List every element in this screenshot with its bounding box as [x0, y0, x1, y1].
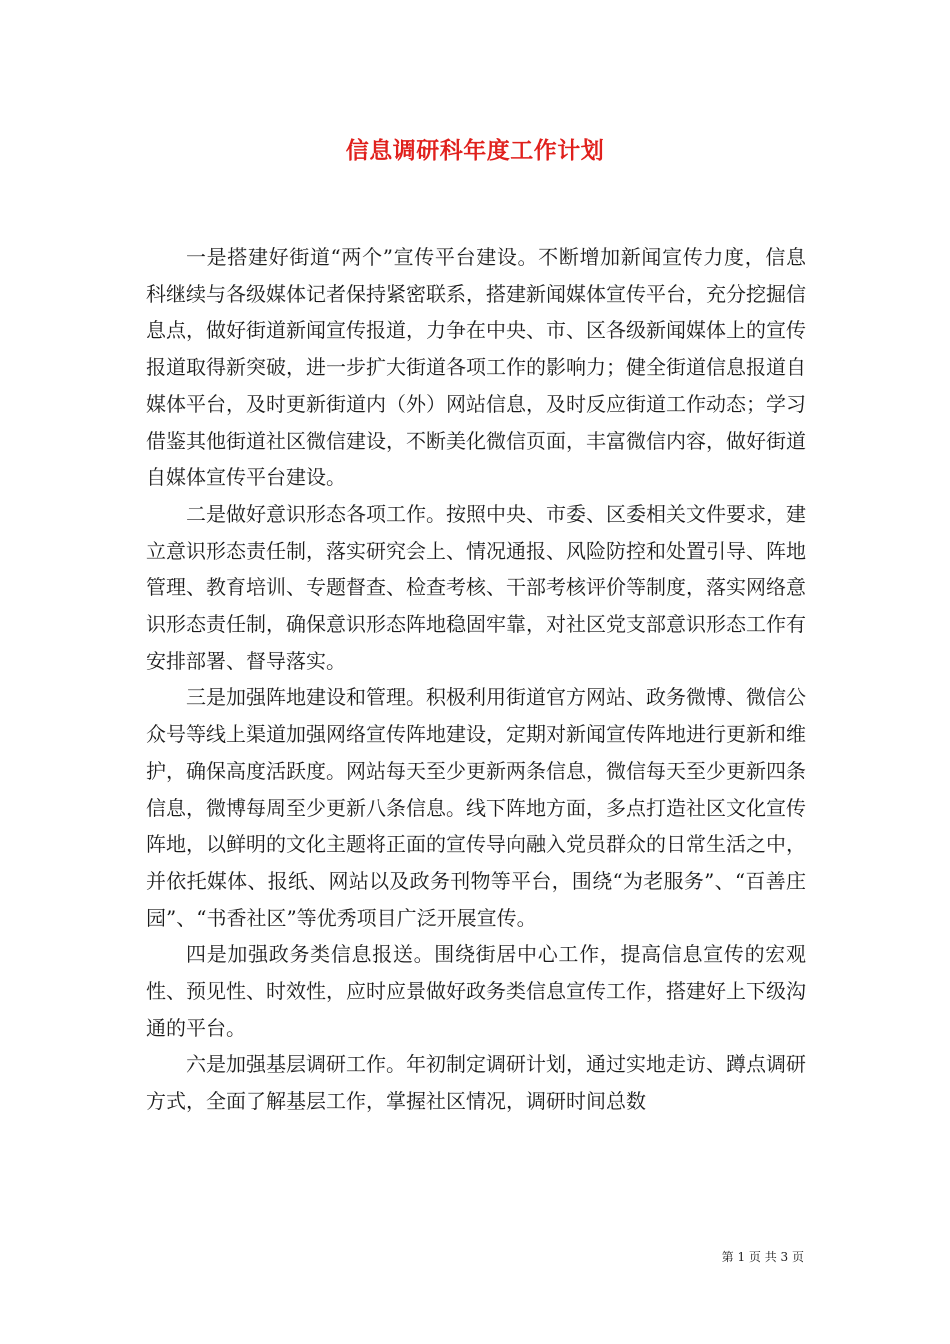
document-body	[146, 239, 806, 1120]
paragraph-1: 一是搭建好街道“两个”宣传平台建设。不断增加新闻宣传力度，信息科继续与各级媒体记者保持紧密联系，搭建新闻媒体宣传平台，充分挖掘信息点，做好街道新闻宣传报道，力争在中央、市、区各级新闻媒体上的宣传报道取得新突破，进一步扩大街道各项工作的影响力；健全街道信息报道自媒体平台，及时更新街道内（外）网站信息，及时反应街道工作动态；学习借鉴其他街道社区微信建设，不断美化微信页面，丰富微信内容，做好街道自媒体宣传平台建设。	[146, 245, 806, 490]
paragraph-2: 二是做好意识形态各项工作。按照中央、市委、区委相关文件要求，建立意识形态责任制，落实研究会上、情况通报、风险防控和处置引导、阵地管理、教育培训、专题督查、检查考核、干部考核评价等制度，落实网络意识形态责任制，确保意识形态阵地稳固牢靠，对社区党支部意识形态工作有安排部署、督导落实。	[146, 501, 806, 673]
page-number-footer: 第 1 页 共 3 页	[721, 1250, 804, 1264]
paragraph-5: 六是加强基层调研工作。年初制定调研计划，通过实地走访、蹲点调研方式，全面了解基层工作，掌握社区情况，调研时间总数	[146, 1052, 806, 1114]
paragraph-4: 四是加强政务类信息报送。围绕街居中心工作，提高信息宣传的宏观性、预见性、时效性，应时应景做好政务类信息宣传工作，搭建好上下级沟通的平台。	[146, 942, 806, 1040]
paragraph-3: 三是加强阵地建设和管理。积极利用街道官方网站、政务微博、微信公众号等线上渠道加强网络宣传阵地建设，定期对新闻宣传阵地进行更新和维护，确保高度活跃度。网站每天至少更新两条信息，微信每天至少更新四条信息，微博每周至少更新八条信息。线下阵地方面，多点打造社区文化宣传阵地，以鲜明的文化主题将正面的宣传导向融入党员群众的日常生活之中，并依托媒体、报纸、网站以及政务刊物等平台，围绕“为老服务”、“百善庄园”、“书香社区”等优秀项目广泛开展宣传。	[146, 685, 806, 930]
document-title: 信息调研科年度工作计划	[345, 137, 605, 164]
